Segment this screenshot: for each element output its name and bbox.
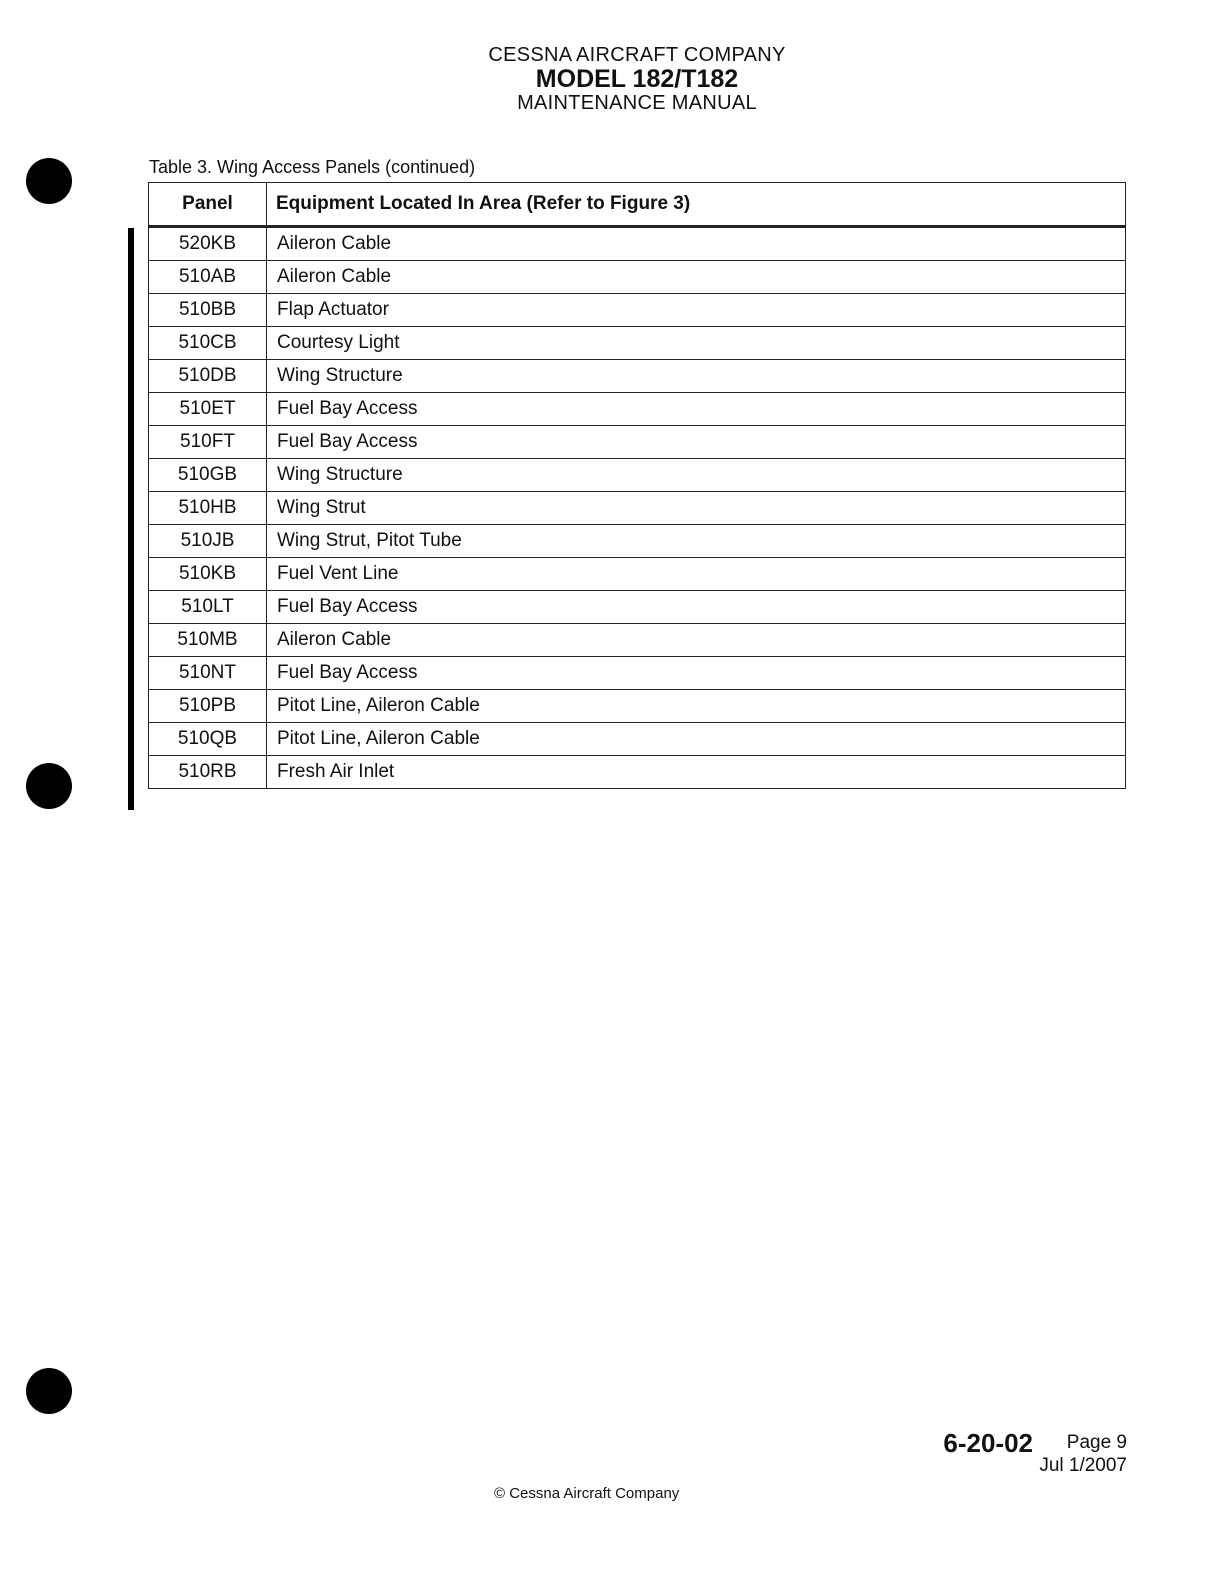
equipment-cell: Wing Structure <box>267 360 1126 393</box>
table-caption: Table 3. Wing Access Panels (continued) <box>149 157 476 177</box>
panel-id-cell: 510NT <box>149 657 267 690</box>
model-title: MODEL 182/T182 <box>535 65 739 93</box>
panel-id-cell: 510AB <box>149 261 267 294</box>
equipment-cell: Fuel Bay Access <box>267 426 1126 459</box>
table-row <box>149 558 1126 591</box>
equipment-cell: Wing Structure <box>267 459 1126 492</box>
table-row <box>149 393 1126 426</box>
page-number: Page 9 <box>1066 1432 1127 1453</box>
column-header-panel: Panel <box>149 183 267 227</box>
panel-id-cell: 510MB <box>149 624 267 657</box>
table-row <box>149 756 1126 789</box>
table-row <box>149 657 1126 690</box>
page-header <box>0 44 1224 114</box>
panel-id-cell: 510CB <box>149 327 267 360</box>
equipment-cell: Pitot Line, Aileron Cable <box>267 690 1126 723</box>
table-row <box>149 624 1126 657</box>
column-header-equipment: Equipment Located In Area (Refer to Figure 3) <box>267 183 1126 227</box>
equipment-cell: Fuel Bay Access <box>267 657 1126 690</box>
panel-id-cell: 510DB <box>149 360 267 393</box>
panel-id-cell: 510QB <box>149 723 267 756</box>
wing-access-panels-table <box>148 182 1126 789</box>
equipment-cell: Fresh Air Inlet <box>267 756 1126 789</box>
panel-id-cell: 510ET <box>149 393 267 426</box>
panel-id-cell: 510RB <box>149 756 267 789</box>
table-row <box>149 690 1126 723</box>
copyright-notice: © Cessna Aircraft Company <box>494 1485 680 1502</box>
binder-hole <box>26 158 72 204</box>
table-row <box>149 360 1126 393</box>
equipment-cell: Aileron Cable <box>267 261 1126 294</box>
table-row <box>149 591 1126 624</box>
table-row <box>149 525 1126 558</box>
panel-id-cell: 510JB <box>149 525 267 558</box>
binder-hole <box>26 1368 72 1414</box>
revision-date: Jul 1/2007 <box>1039 1455 1127 1476</box>
equipment-cell: Aileron Cable <box>267 624 1126 657</box>
equipment-cell: Aileron Cable <box>267 227 1126 261</box>
panel-id-cell: 510PB <box>149 690 267 723</box>
panel-id-cell: 510FT <box>149 426 267 459</box>
equipment-cell: Fuel Vent Line <box>267 558 1126 591</box>
panel-id-cell: 510BB <box>149 294 267 327</box>
table-row <box>149 294 1126 327</box>
equipment-cell: Courtesy Light <box>267 327 1126 360</box>
equipment-cell: Fuel Bay Access <box>267 393 1126 426</box>
table-header-row <box>149 183 1126 227</box>
binder-hole <box>26 763 72 809</box>
equipment-cell: Wing Strut <box>267 492 1126 525</box>
panel-id-cell: 510HB <box>149 492 267 525</box>
table-row <box>149 426 1126 459</box>
panel-id-cell: 520KB <box>149 227 267 261</box>
equipment-cell: Flap Actuator <box>267 294 1126 327</box>
panel-id-cell: 510KB <box>149 558 267 591</box>
equipment-cell: Wing Strut, Pitot Tube <box>267 525 1126 558</box>
table-row <box>149 327 1126 360</box>
section-number: 6-20-02 <box>943 1428 1033 1458</box>
panel-id-cell: 510GB <box>149 459 267 492</box>
table-row <box>149 459 1126 492</box>
company-name: CESSNA AIRCRAFT COMPANY <box>488 44 786 66</box>
manual-title: MAINTENANCE MANUAL <box>517 92 757 114</box>
revision-change-bar <box>128 228 134 810</box>
equipment-cell: Pitot Line, Aileron Cable <box>267 723 1126 756</box>
table-row <box>149 227 1126 261</box>
table-row <box>149 261 1126 294</box>
table-row <box>149 723 1126 756</box>
equipment-cell: Fuel Bay Access <box>267 591 1126 624</box>
panel-id-cell: 510LT <box>149 591 267 624</box>
table-row <box>149 492 1126 525</box>
